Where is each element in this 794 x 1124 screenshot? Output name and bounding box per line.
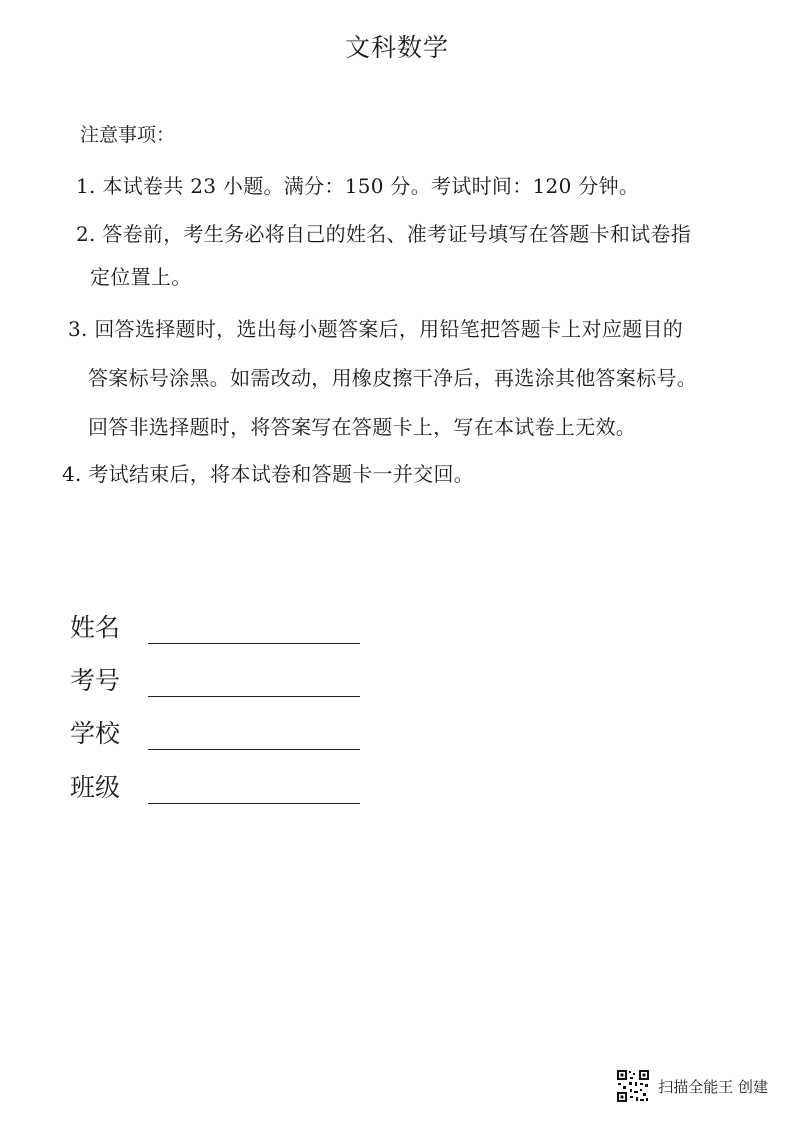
scanner-watermark [616,1068,768,1104]
notice-line: 答案标号涂黑。如需改动，用橡皮擦干净后，再选涂其他答案标号。 [88,366,697,390]
class-label: 班级 [70,773,121,802]
school-field[interactable] [70,706,370,750]
class-field[interactable] [70,760,370,804]
watermark-text: 扫描全能王 创建 [658,1077,768,1096]
school-label: 学校 [70,719,121,748]
page-title: 文科数学 [344,33,449,62]
notice-line: 回答非选择题时，将答案写在答题卡上，写在本试卷上无效。 [88,415,637,439]
school-blank-line[interactable] [148,749,360,750]
notice-line: 2. 答卷前，考生务必将自己的姓名、准考证号填写在答题卡和试卷指 [76,222,692,246]
class-blank-line[interactable] [148,803,360,804]
notice-heading: 注意事项： [80,124,176,146]
qr-code-icon [616,1069,650,1103]
name-blank-line[interactable] [148,643,360,644]
name-field[interactable] [70,600,370,644]
notice-line: 定位置上。 [90,265,192,289]
exam-number-label: 考号 [70,666,121,695]
notice-line: 1. 本试卷共 23 小题。满分：150 分。考试时间：120 分钟。 [76,174,640,198]
exam-number-field[interactable] [70,653,370,697]
exam-number-blank-line[interactable] [148,696,360,697]
notice-line: 3. 回答选择题时，选出每小题答案后，用铅笔把答题卡上对应题目的 [68,317,684,341]
name-label: 姓名 [70,613,121,642]
notice-line: 4. 考试结束后，将本试卷和答题卡一并交回。 [62,462,475,486]
